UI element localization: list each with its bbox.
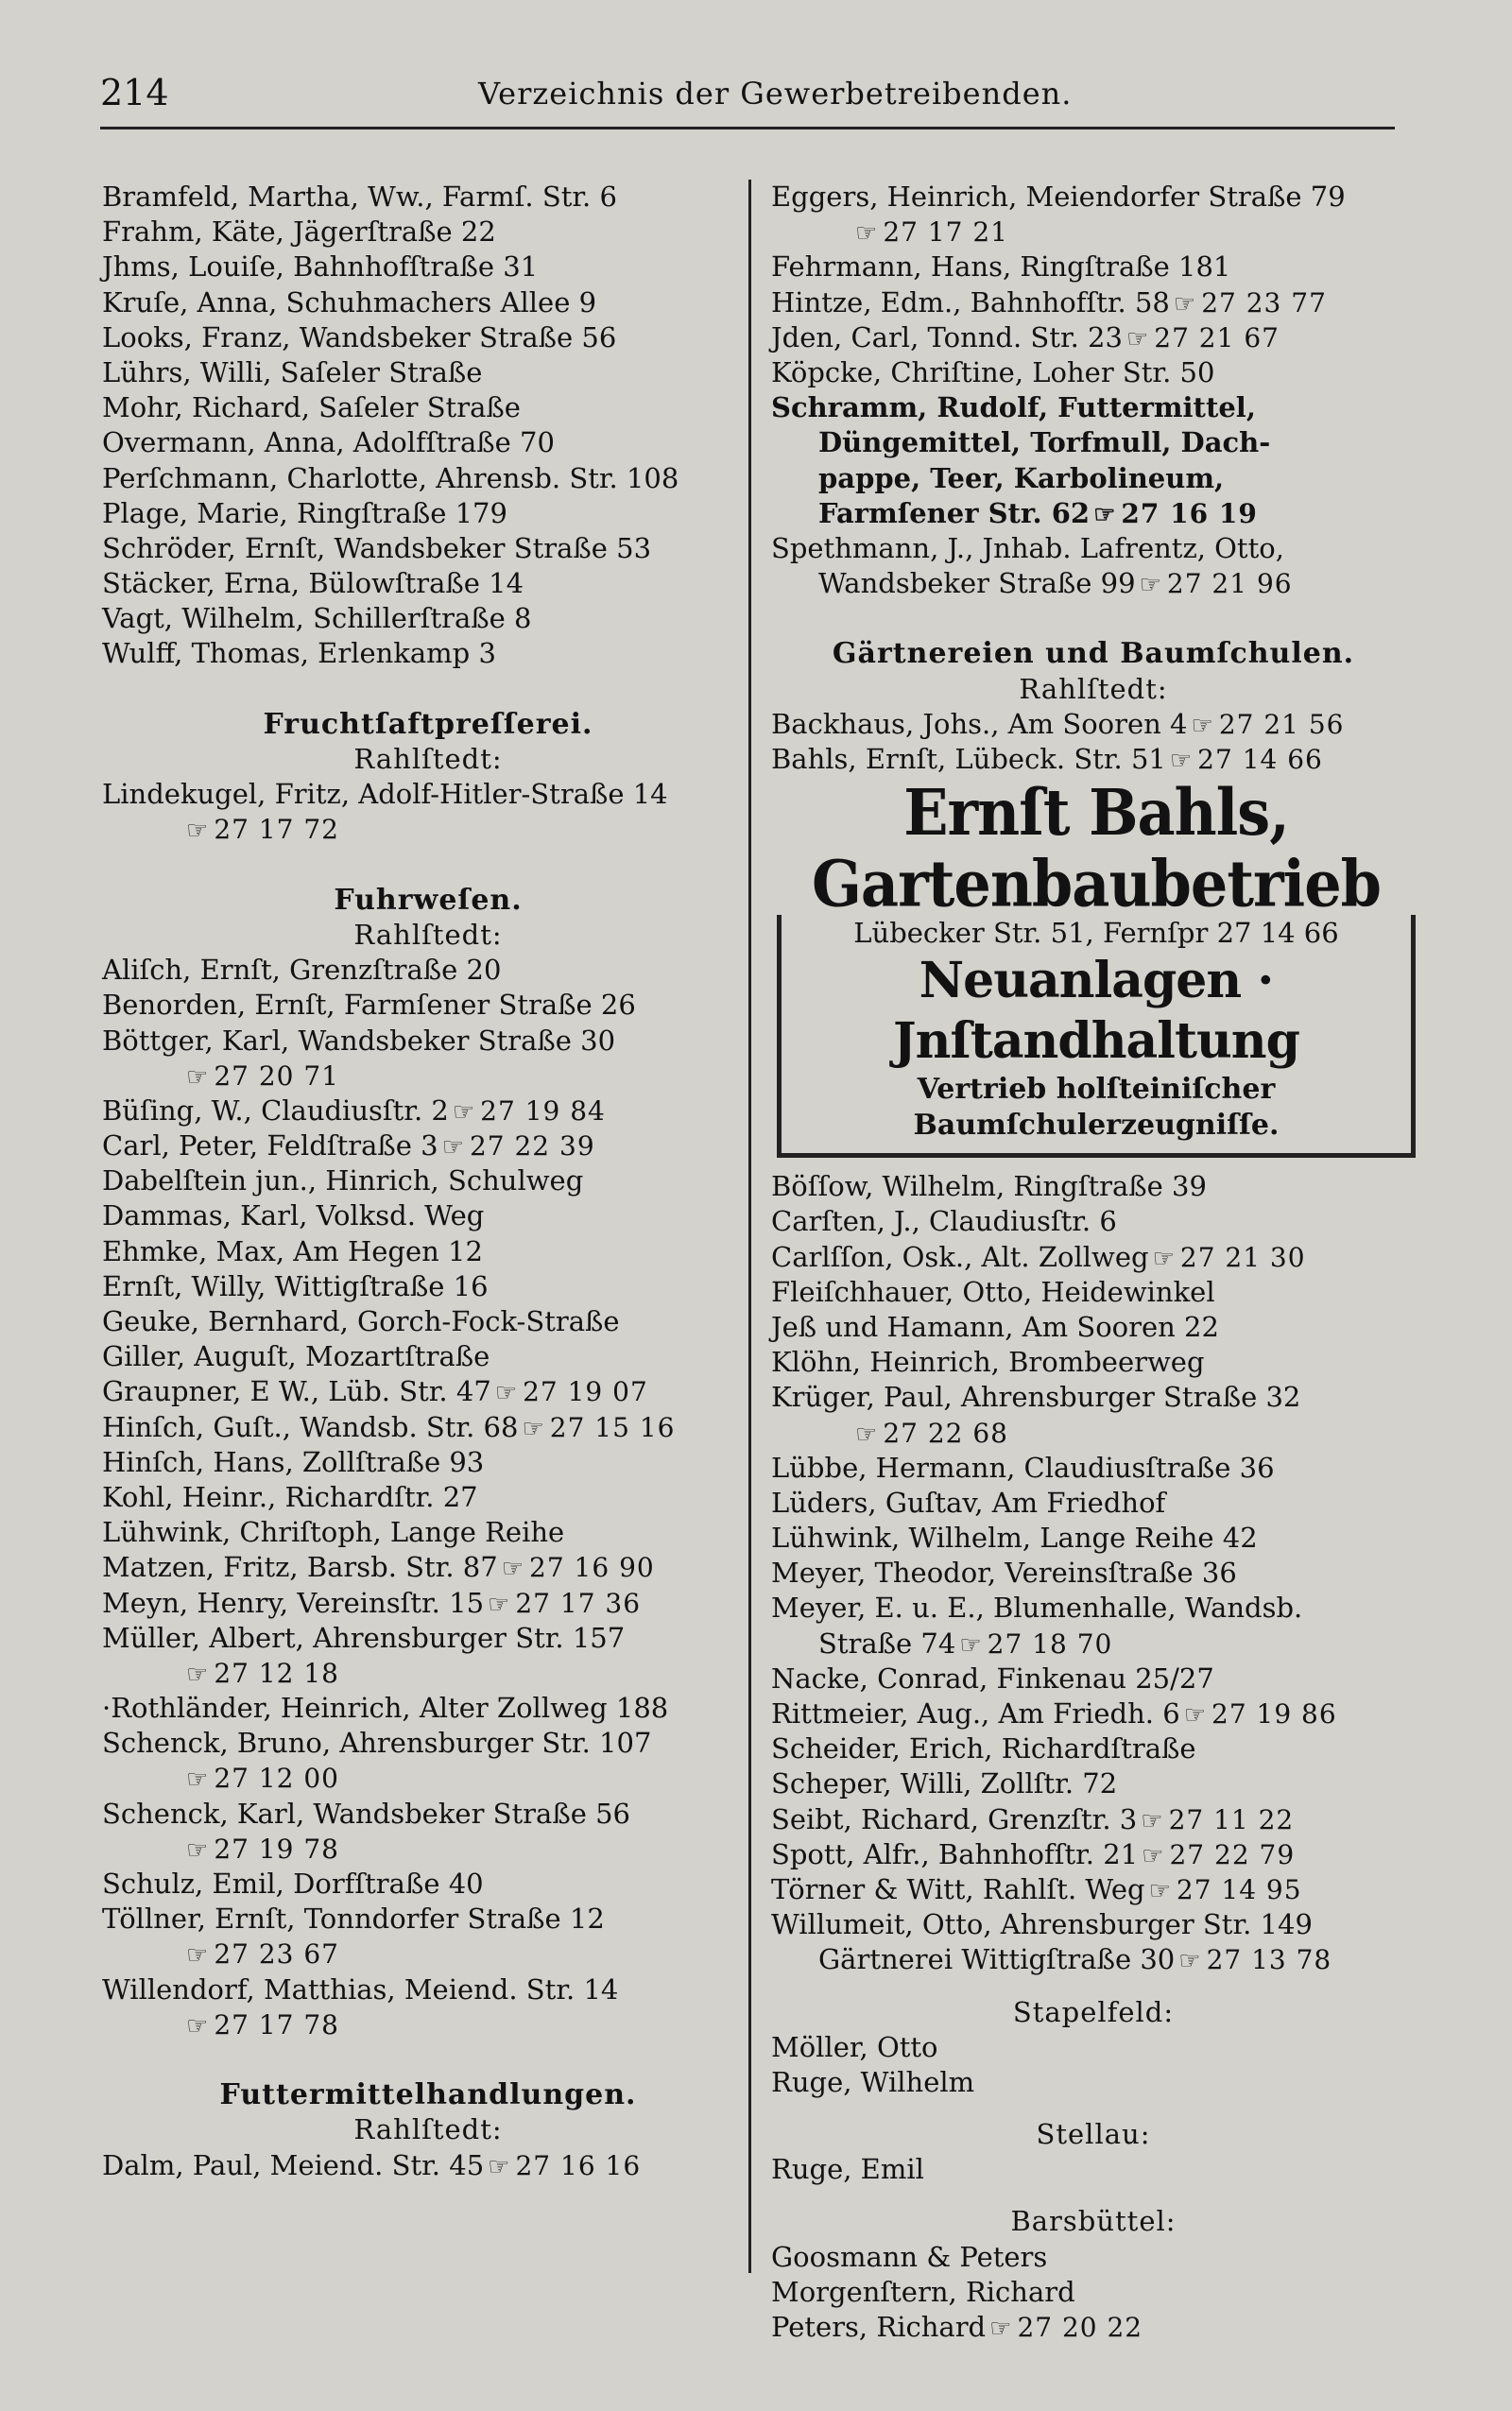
spacer xyxy=(771,601,1416,636)
directory-entry xyxy=(771,1556,1416,1591)
directory-entry xyxy=(102,636,754,671)
entry-text: Lindekugel, Fritz, Adolf-Hitler-Straße 14 xyxy=(102,778,668,811)
directory-entry xyxy=(102,1867,754,1902)
spacer xyxy=(771,2100,1416,2117)
entry-text: Jden, Carl, Tonnd. Str. 23 xyxy=(771,320,1123,353)
directory-entry xyxy=(771,1451,1416,1486)
directory-entry xyxy=(102,355,754,390)
directory-entry xyxy=(102,1586,754,1621)
entry-text: Klöhn, Heinrich, Brombeerweg xyxy=(771,1346,1205,1379)
entry-continuation xyxy=(102,1656,754,1691)
place-heading: Stellau: xyxy=(1036,2118,1151,2151)
entry-text: Fehrmann, Hans, Ringſtraße 181 xyxy=(771,250,1231,284)
phone-number: 27 16 90 xyxy=(529,1552,655,1584)
entry-text: Schulz, Emil, Dorfſtraße 40 xyxy=(102,1868,484,1900)
phone-number: 27 17 78 xyxy=(214,2008,339,2041)
directory-entry xyxy=(771,2240,1416,2275)
phone-number: 27 21 56 xyxy=(1218,708,1345,740)
directory-entry xyxy=(771,1204,1416,1239)
entry-text: Bahls, Ernſt, Lübeck. Str. 51 xyxy=(771,743,1166,775)
directory-entry xyxy=(771,1275,1416,1310)
pointing-hand-icon: ☞ xyxy=(1169,747,1193,775)
entry-text: Hinſch, Hans, Zollſtraße 93 xyxy=(102,1445,485,1478)
directory-entry xyxy=(771,531,1416,566)
entry-text: Lübbe, Hermann, Claudiusſtraße 36 xyxy=(771,1451,1275,1484)
directory-entry xyxy=(102,1304,754,1339)
entry-text: Willendorf, Matthias, Meiend. Str. 14 xyxy=(102,1972,619,2006)
entry-text: Jeß und Hamann, Am Sooren 22 xyxy=(771,1310,1219,1343)
directory-entry xyxy=(102,1972,754,2007)
phone-number: 27 17 72 xyxy=(214,814,339,846)
entry-text: Spethmann, J., Jnhab. Lafrentz, Otto, xyxy=(771,531,1284,564)
pointing-hand-icon: ☞ xyxy=(1173,289,1196,319)
place-heading: Rahlſtedt: xyxy=(1019,672,1168,705)
directory-entry xyxy=(102,425,754,460)
pointing-hand-icon: ☞ xyxy=(488,2152,510,2181)
entry-text: Morgenſtern, Richard xyxy=(771,2275,1075,2308)
ad-title: Ernſt Bahls, Gartenbaubetrieb xyxy=(811,775,1381,921)
pointing-hand-icon: ☞ xyxy=(452,1097,475,1127)
entry-continuation-text: Gärtnerei Wittigſtraße 30 xyxy=(818,1943,1176,1976)
entry-text: Frahm, Käte, Jägerſtraße 22 xyxy=(102,215,496,249)
phone-number: 27 17 21 xyxy=(883,216,1008,249)
phone-number: 27 16 19 xyxy=(1121,497,1258,529)
phone-number: 27 23 67 xyxy=(214,1938,339,1971)
page-header xyxy=(100,66,1395,129)
directory-entry xyxy=(771,1662,1416,1696)
bold-entry-text: Schramm, Rudolf, Futtermittel, xyxy=(771,391,1256,424)
directory-entry xyxy=(771,285,1416,320)
phone-number: 27 22 68 xyxy=(883,1417,1008,1449)
entry-continuation xyxy=(771,566,1416,601)
entry-text: Giller, Auguſt, Mozartſtraße xyxy=(102,1340,490,1373)
entry-text: Lührs, Willi, Saſeler Straße xyxy=(102,355,483,388)
directory-entry xyxy=(771,1345,1416,1380)
phone-number: 27 19 84 xyxy=(480,1094,606,1127)
ad-line: Baumſchulerzeugniſſe. xyxy=(913,1109,1280,1143)
entry-text: Dalm, Paul, Meiend. Str. 45 xyxy=(102,2148,485,2181)
ad-service: Neuanlagen · Jnſtandhaltung xyxy=(893,952,1299,1071)
phone-number: 27 21 96 xyxy=(1166,568,1293,600)
pointing-hand-icon: ☞ xyxy=(1178,1947,1201,1976)
entry-text: Lüders, Guſtav, Am Friedhof xyxy=(771,1486,1166,1519)
directory-entry xyxy=(771,250,1416,284)
place-heading: Rahlſtedt: xyxy=(353,2113,503,2146)
directory-entry xyxy=(102,1480,754,1515)
directory-entry xyxy=(102,1621,754,1656)
directory-entry xyxy=(102,461,754,496)
entry-text: Hinſch, Guſt., Wandsb. Str. 68 xyxy=(102,1410,519,1443)
entry-text: Ernſt, Willy, Wittigſtraße 16 xyxy=(102,1269,489,1302)
pointing-hand-icon: ☞ xyxy=(186,1765,209,1795)
spacer xyxy=(771,2187,1416,2204)
entry-text: Lühwink, Wilhelm, Lange Reihe 42 xyxy=(771,1522,1258,1555)
entry-text: Ehmke, Max, Am Hegen 12 xyxy=(102,1234,483,1267)
phone-number: 27 11 22 xyxy=(1168,1803,1295,1835)
entry-text: Böſſow, Wilhelm, Ringſtraße 39 xyxy=(771,1170,1207,1203)
entry-text: Scheider, Erich, Richardſtraße xyxy=(771,1732,1196,1765)
directory-entry xyxy=(102,1128,754,1163)
entry-text: Seibt, Richard, Grenzſtr. 3 xyxy=(771,1802,1138,1835)
phone-number: 27 16 16 xyxy=(515,2149,642,2181)
directory-entry xyxy=(771,2275,1416,2310)
directory-entry xyxy=(771,2065,1416,2100)
directory-entry xyxy=(771,1486,1416,1521)
pointing-hand-icon: ☞ xyxy=(186,1660,209,1689)
spacer xyxy=(102,848,754,883)
directory-entry xyxy=(771,2310,1416,2345)
entry-text: Böttger, Karl, Wandsbeker Straße 30 xyxy=(102,1024,616,1057)
entry-continuation xyxy=(771,215,1416,250)
entry-text: Aliſch, Ernſt, Grenzſtraße 20 xyxy=(102,954,502,987)
pointing-hand-icon: ☞ xyxy=(186,1062,209,1092)
spacer xyxy=(771,1978,1416,1995)
place-heading: Stapelfeld: xyxy=(1012,1995,1175,2028)
entry-text: Lühwink, Chriſtoph, Lange Reihe xyxy=(102,1516,565,1549)
entry-text: Peters, Richard xyxy=(771,2311,987,2343)
entry-text: Looks, Franz, Wandsbeker Straße 56 xyxy=(102,320,617,353)
entry-continuation xyxy=(102,1761,754,1796)
entry-text: Ruge, Emil xyxy=(771,2153,924,2186)
directory-entry xyxy=(771,1696,1416,1731)
directory-entry xyxy=(771,1731,1416,1766)
directory-entry xyxy=(771,742,1416,777)
directory-entry xyxy=(102,1550,754,1585)
directory-entry xyxy=(102,496,754,531)
pointing-hand-icon: ☞ xyxy=(1139,571,1161,600)
entry-text: Jhms, Louiſe, Bahnhofſtraße 31 xyxy=(102,250,539,284)
directory-entry xyxy=(771,1591,1416,1626)
phone-number: 27 17 36 xyxy=(515,1587,642,1619)
entry-continuation xyxy=(102,1059,754,1094)
entry-text: Plage, Marie, Ringſtraße 179 xyxy=(102,496,507,529)
entry-text: Dammas, Karl, Volksd. Weg xyxy=(102,1199,485,1232)
entry-text: Möller, Otto xyxy=(771,2030,938,2063)
directory-entry xyxy=(771,1907,1416,1942)
entry-text: Rittmeier, Aug., Am Friedh. 6 xyxy=(771,1697,1180,1730)
entry-text: Backhaus, Johs., Am Sooren 4 xyxy=(771,707,1188,740)
directory-entry xyxy=(102,1726,754,1761)
pointing-hand-icon: ☞ xyxy=(959,1630,982,1660)
directory-entry xyxy=(102,390,754,425)
bold-entry-line xyxy=(771,461,1416,496)
bold-entry-text: pappe, Teer, Karbolineum, xyxy=(818,461,1225,494)
pointing-hand-icon: ☞ xyxy=(186,1835,209,1865)
directory-entry xyxy=(102,250,754,284)
section-heading: Fruchtſaftpreſſerei. xyxy=(263,707,593,741)
directory-entry xyxy=(771,1872,1416,1907)
entry-text: Mohr, Richard, Saſeler Straße xyxy=(102,391,521,424)
phone-number: 27 23 77 xyxy=(1201,286,1327,319)
bold-entry-line xyxy=(771,390,1416,425)
entry-text: Ruge, Wilhelm xyxy=(771,2065,975,2098)
place-heading: Barsbüttel: xyxy=(1010,2205,1177,2238)
entry-text: Krüger, Paul, Ahrensburger Straße 32 xyxy=(771,1381,1301,1414)
entry-text: Carlſſon, Osk., Alt. Zollweg xyxy=(771,1240,1149,1273)
directory-entry xyxy=(102,1024,754,1059)
directory-entry xyxy=(102,1691,754,1726)
pointing-hand-icon: ☞ xyxy=(186,817,209,846)
pointing-hand-icon: ☞ xyxy=(494,1379,518,1408)
phone-number: 27 12 18 xyxy=(214,1657,339,1689)
directory-entry xyxy=(102,1410,754,1445)
entry-text: ·Rothländer, Heinrich, Alter Zollweg 188 xyxy=(102,1692,669,1725)
phone-number: 27 22 39 xyxy=(469,1130,595,1162)
phone-number: 27 20 22 xyxy=(1017,2312,1143,2343)
entry-text: Scheper, Willi, Zollſtr. 72 xyxy=(771,1767,1118,1800)
running-title: Verzeichnis der Gewerbetreibenden. xyxy=(478,76,1073,112)
entry-text: Carſten, J., Claudiusſtr. 6 xyxy=(771,1205,1117,1238)
directory-entry xyxy=(102,1163,754,1198)
pointing-hand-icon: ☞ xyxy=(522,1414,544,1443)
directory-entry xyxy=(771,1380,1416,1415)
entry-text: Benorden, Ernſt, Farmſener Straße 26 xyxy=(102,989,636,1022)
pointing-hand-icon: ☞ xyxy=(1148,1876,1171,1905)
spacer xyxy=(102,672,754,707)
ad-address: Lübecker Str. 51, Fernſpr 27 14 66 xyxy=(853,917,1339,950)
pointing-hand-icon: ☞ xyxy=(441,1133,464,1162)
pointing-hand-icon: ☞ xyxy=(855,219,878,249)
directory-entry xyxy=(102,953,754,988)
entry-continuation xyxy=(102,1937,754,1972)
directory-entry xyxy=(771,320,1416,355)
entry-continuation-text: Straße 74 xyxy=(818,1627,956,1660)
directory-entry xyxy=(102,601,754,636)
directory-entry xyxy=(102,180,754,215)
entry-text: Köpcke, Chriſtine, Loher Str. 50 xyxy=(771,355,1215,388)
directory-entry xyxy=(102,777,754,812)
entry-text: Büſing, W., Claudiusſtr. 2 xyxy=(102,1094,449,1127)
pointing-hand-icon: ☞ xyxy=(1191,711,1213,740)
phone-number: 27 15 16 xyxy=(549,1411,676,1443)
directory-entry xyxy=(771,1310,1416,1345)
entry-text: Schenck, Bruno, Ahrensburger Str. 107 xyxy=(102,1727,652,1760)
directory-entry xyxy=(102,1515,754,1550)
bold-entry-text: Düngemittel, Torfmull, Dach- xyxy=(818,426,1271,459)
section-heading: Fuhrweſen. xyxy=(334,883,523,917)
entry-continuation xyxy=(102,812,754,847)
entry-text: Meyer, E. u. E., Blumenhalle, Wandsb. xyxy=(771,1592,1303,1625)
directory-entry xyxy=(771,1837,1416,1872)
entry-text: Geuke, Bernhard, Gorch-Fock-Straße xyxy=(102,1305,620,1337)
left-column xyxy=(102,180,754,2183)
entry-text: Kruſe, Anna, Schuhmachers Allee 9 xyxy=(102,285,597,319)
directory-entry xyxy=(102,1094,754,1128)
pointing-hand-icon: ☞ xyxy=(186,1941,209,1971)
entry-continuation xyxy=(771,1942,1416,1977)
directory-entry xyxy=(771,2152,1416,2187)
phone-number: 27 22 79 xyxy=(1169,1838,1296,1870)
phone-number: 27 18 70 xyxy=(987,1627,1113,1660)
bold-entry-line xyxy=(771,425,1416,460)
entry-text: Willumeit, Otto, Ahrensburger Str. 149 xyxy=(771,1908,1313,1941)
pointing-hand-icon: ☞ xyxy=(1125,324,1149,353)
right-column xyxy=(771,180,1416,2345)
advertisement xyxy=(777,775,1416,1163)
phone-number: 27 21 67 xyxy=(1154,321,1280,353)
entry-text: Matzen, Fritz, Barsb. Str. 87 xyxy=(102,1551,498,1584)
directory-entry xyxy=(102,1339,754,1374)
place-heading: Rahlſtedt: xyxy=(353,918,503,951)
pointing-hand-icon: ☞ xyxy=(501,1555,524,1584)
pointing-hand-icon: ☞ xyxy=(488,1590,510,1619)
entry-text: Kohl, Heinr., Richardſtr. 27 xyxy=(102,1480,478,1513)
bold-entry-text: Farmſener Str. 62 xyxy=(818,496,1091,529)
pointing-hand-icon: ☞ xyxy=(1152,1244,1175,1273)
directory-entry xyxy=(102,215,754,250)
directory-entry xyxy=(102,1234,754,1269)
directory-entry xyxy=(771,1766,1416,1801)
pointing-hand-icon: ☞ xyxy=(1142,1841,1164,1870)
entry-text: Töllner, Ernſt, Tonndorfer Straße 12 xyxy=(102,1903,605,1936)
directory-entry xyxy=(771,1240,1416,1275)
entry-text: Meyer, Theodor, Vereinsſtraße 36 xyxy=(771,1557,1237,1590)
directory-entry xyxy=(771,1521,1416,1556)
entry-text: Overmann, Anna, Adolfſtraße 70 xyxy=(102,426,555,459)
directory-entry xyxy=(102,320,754,355)
phone-number: 27 19 07 xyxy=(523,1376,648,1408)
pointing-hand-icon: ☞ xyxy=(186,2011,209,2041)
phone-number: 27 12 00 xyxy=(214,1763,339,1795)
entry-text: Nacke, Conrad, Finkenau 25/27 xyxy=(771,1662,1214,1695)
entry-continuation xyxy=(102,2007,754,2042)
entry-text: Spott, Alfr., Bahnhofſtr. 21 xyxy=(771,1837,1139,1870)
entry-text: Vagt, Wilhelm, Schillerſtraße 8 xyxy=(102,602,532,635)
entry-text: Fleiſchhauer, Otto, Heidewinkel xyxy=(771,1275,1215,1308)
directory-entry xyxy=(771,1169,1416,1204)
directory-entry xyxy=(771,355,1416,390)
phone-number: 27 20 71 xyxy=(214,1059,339,1092)
entry-text: Perſchmann, Charlotte, Ahrensb. Str. 108 xyxy=(102,461,679,494)
pointing-hand-icon: ☞ xyxy=(989,2315,1012,2343)
entry-text: Schröder, Ernſt, Wandsbeker Straße 53 xyxy=(102,531,652,564)
spacer xyxy=(102,2042,754,2077)
directory-entry xyxy=(102,285,754,320)
ad-box xyxy=(777,915,1416,1158)
entry-text: Stäcker, Erna, Bülowſtraße 14 xyxy=(102,567,524,600)
directory-entry xyxy=(102,988,754,1023)
directory-entry xyxy=(102,566,754,601)
entry-text: Hintze, Edm., Bahnhofſtr. 58 xyxy=(771,285,1170,319)
phone-number: 27 19 78 xyxy=(214,1833,339,1865)
ad-line: Vertrieb holſteiniſcher xyxy=(917,1073,1276,1107)
section-heading: Futtermittelhandlungen. xyxy=(219,2078,637,2112)
pointing-hand-icon: ☞ xyxy=(855,1420,878,1449)
entry-text: Eggers, Heinrich, Meiendorfer Straße 79 xyxy=(771,181,1346,213)
directory-entry xyxy=(771,180,1416,215)
entry-text: Carl, Peter, Feldſtraße 3 xyxy=(102,1129,438,1162)
page-number: 214 xyxy=(100,72,169,113)
directory-entry xyxy=(102,531,754,566)
entry-continuation xyxy=(771,1627,1416,1662)
pointing-hand-icon: ☞ xyxy=(1093,500,1116,529)
pointing-hand-icon: ☞ xyxy=(1141,1806,1163,1835)
phone-number: 27 19 86 xyxy=(1211,1698,1337,1730)
entry-text: Törner & Witt, Rahlſt. Weg xyxy=(771,1872,1145,1905)
entry-continuation-text: Wandsbeker Straße 99 xyxy=(818,567,1136,600)
entry-text: Dabelſtein jun., Hinrich, Schulweg xyxy=(102,1164,584,1197)
phone-number: 27 21 30 xyxy=(1179,1241,1306,1273)
entry-text: Schenck, Karl, Wandsbeker Straße 56 xyxy=(102,1797,630,1830)
entry-text: Bramfeld, Martha, Ww., Farmſ. Str. 6 xyxy=(102,181,617,213)
directory-entry xyxy=(102,1797,754,1832)
place-heading: Rahlſtedt: xyxy=(353,743,503,775)
phone-number: 27 13 78 xyxy=(1206,1944,1332,1976)
bold-entry-line xyxy=(771,496,1416,531)
directory-entry xyxy=(771,707,1416,742)
directory-entry xyxy=(102,1269,754,1304)
directory-entry xyxy=(102,1902,754,1937)
section-heading: Gärtnereien und Baumſchulen. xyxy=(832,637,1355,671)
entry-text: Müller, Albert, Ahrensburger Str. 157 xyxy=(102,1621,626,1654)
entry-text: Meyn, Henry, Vereinsſtr. 15 xyxy=(102,1586,485,1619)
directory-entry xyxy=(771,1802,1416,1837)
phone-number: 27 14 66 xyxy=(1197,744,1323,775)
directory-entry xyxy=(102,1198,754,1233)
entry-continuation xyxy=(102,1832,754,1867)
entry-continuation xyxy=(771,1416,1416,1451)
directory-entry xyxy=(102,1445,754,1480)
entry-text: Graupner, E W., Lüb. Str. 47 xyxy=(102,1375,491,1408)
directory-entry xyxy=(102,1374,754,1409)
phone-number: 27 14 95 xyxy=(1176,1873,1302,1905)
directory-entry xyxy=(102,2148,754,2183)
entry-text: Wulff, Thomas, Erlenkamp 3 xyxy=(102,637,496,670)
pointing-hand-icon: ☞ xyxy=(1183,1701,1206,1730)
entry-text: Goosmann & Peters xyxy=(771,2240,1048,2273)
directory-entry xyxy=(771,2030,1416,2065)
